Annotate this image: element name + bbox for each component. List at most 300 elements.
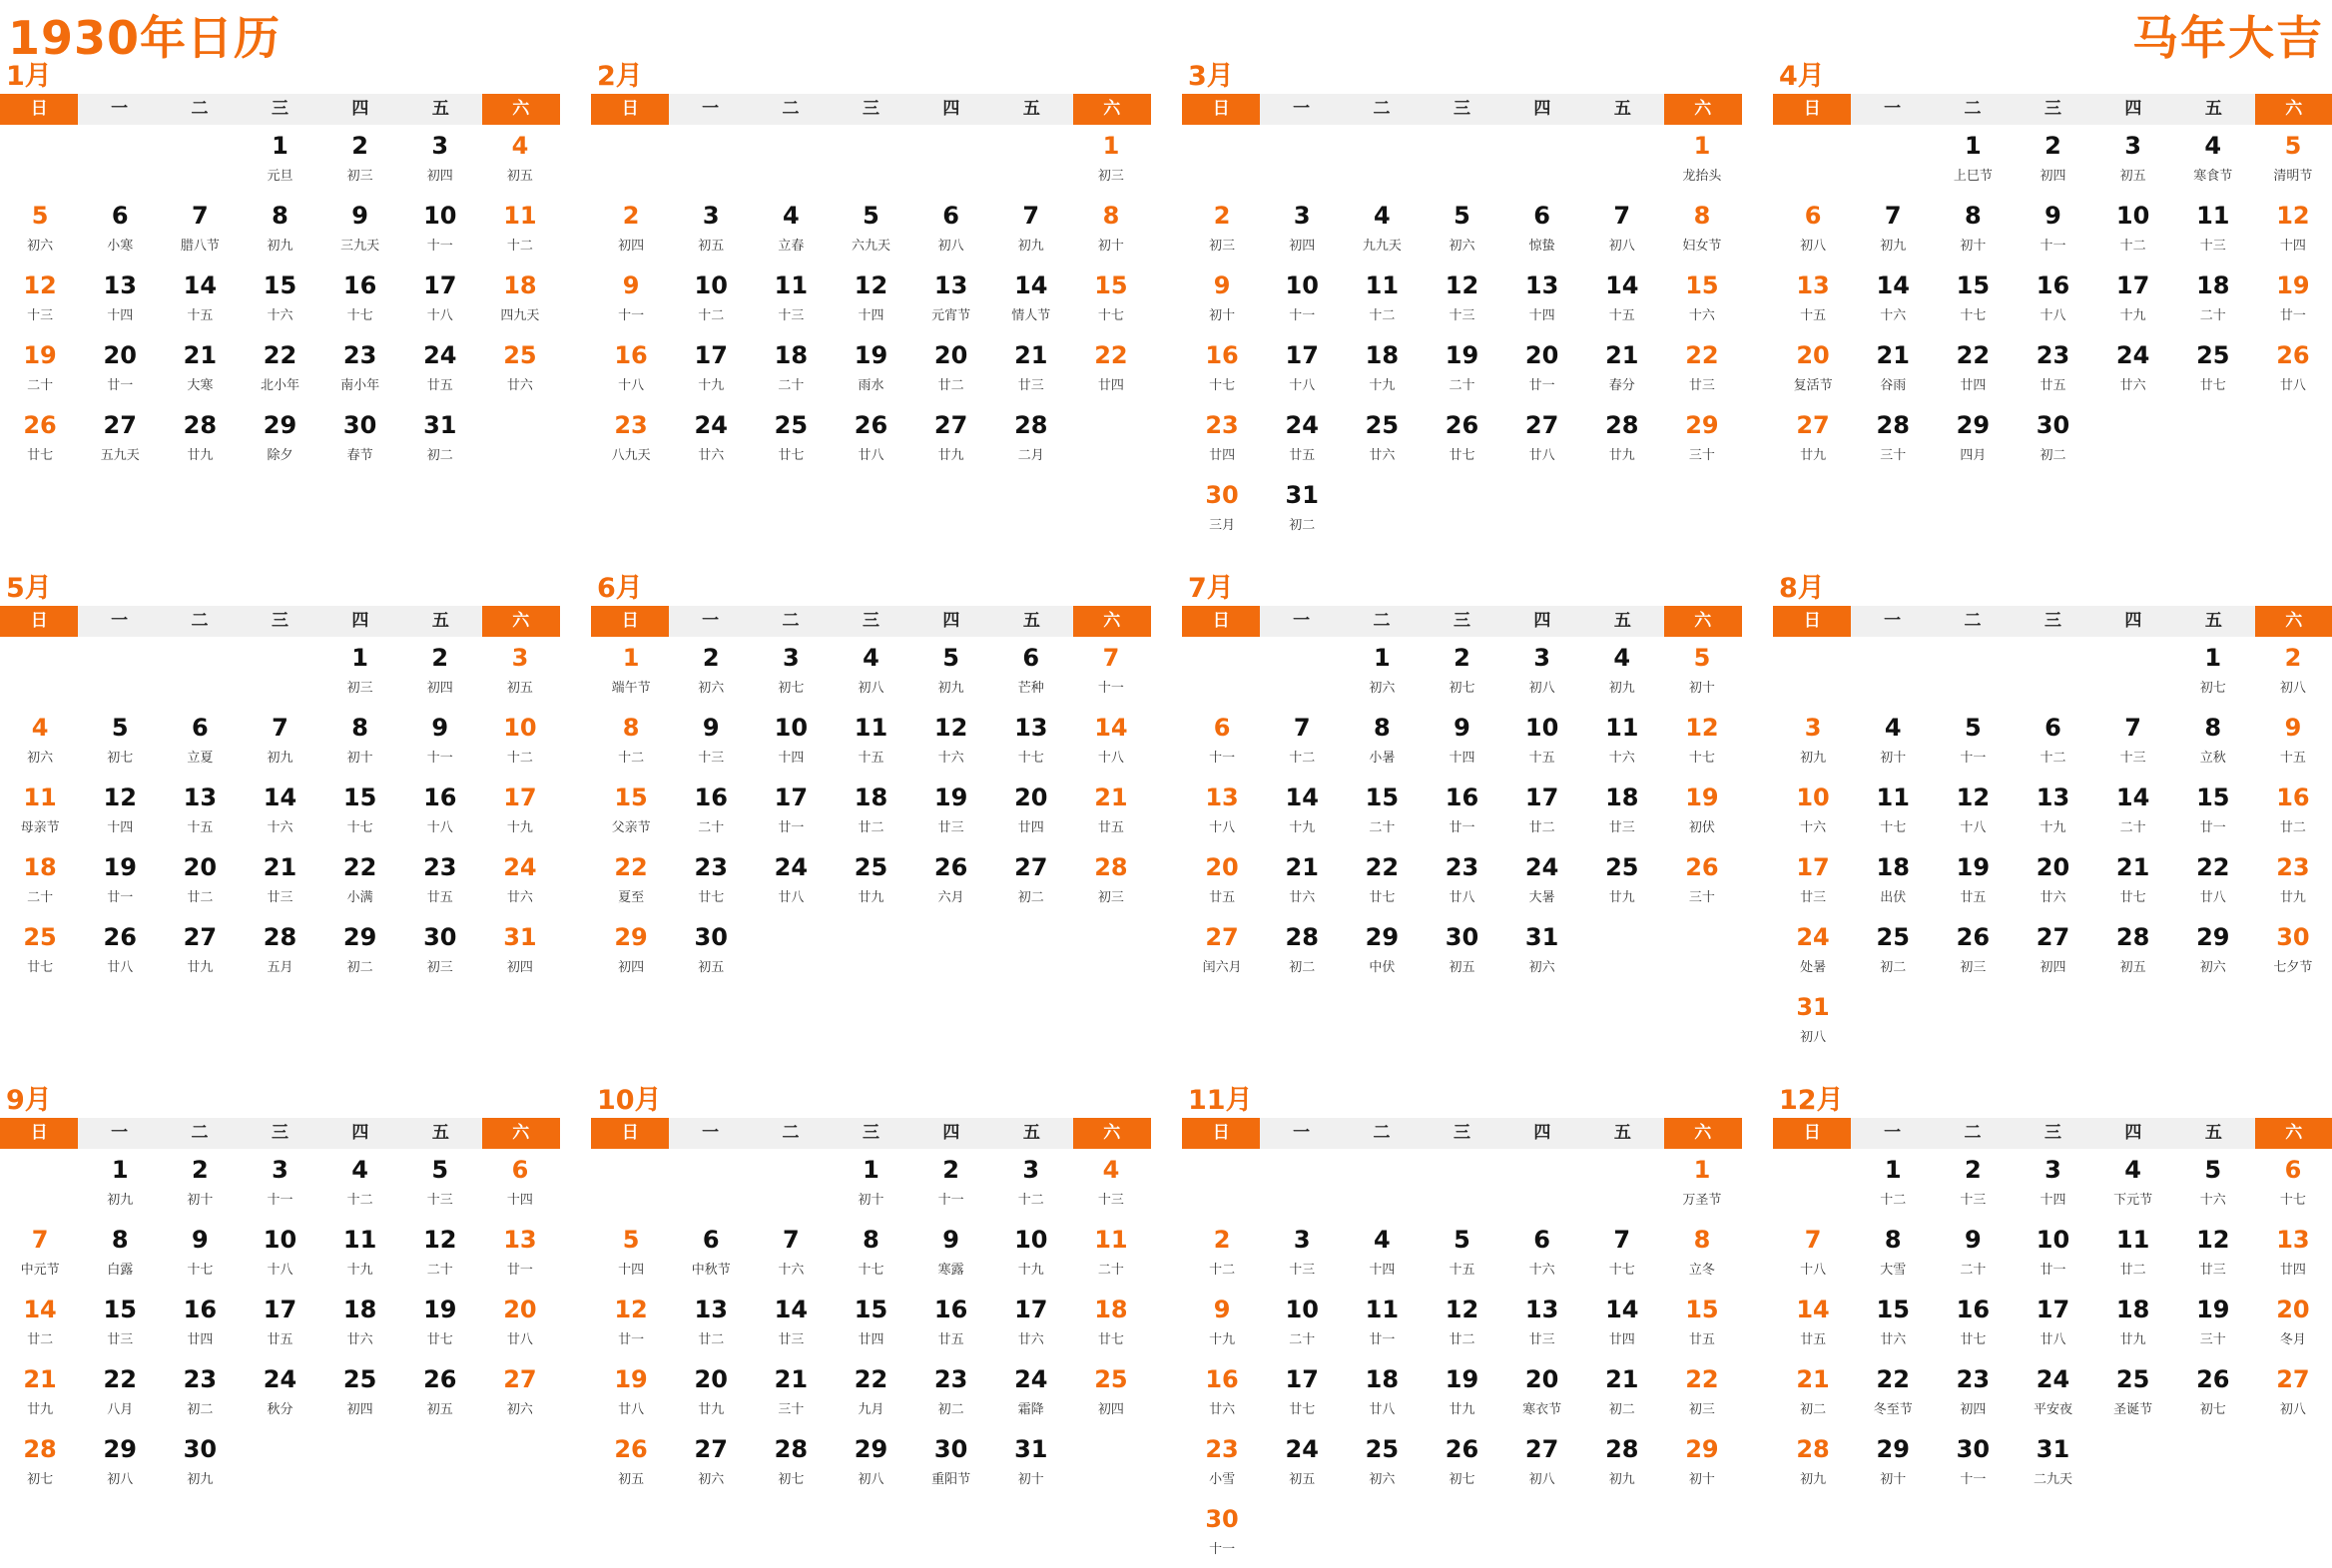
- day-cell[interactable]: [1262, 334, 1342, 404]
- day-cell[interactable]: [1502, 707, 1582, 777]
- day-cell[interactable]: [1853, 1219, 1933, 1289]
- day-cell[interactable]: [480, 1149, 560, 1219]
- day-cell[interactable]: [831, 334, 910, 404]
- day-cell[interactable]: [831, 846, 910, 916]
- day-cell[interactable]: [1662, 1289, 1742, 1358]
- day-cell[interactable]: [480, 916, 560, 986]
- day-cell[interactable]: [1071, 195, 1151, 264]
- day-cell[interactable]: [1933, 1289, 2013, 1358]
- day-cell[interactable]: [80, 707, 160, 777]
- day-cell[interactable]: [1853, 846, 1933, 916]
- day-cell[interactable]: [1773, 846, 1853, 916]
- day-cell[interactable]: [2013, 916, 2092, 986]
- day-cell[interactable]: [1422, 1428, 1501, 1498]
- day-cell[interactable]: [1182, 846, 1262, 916]
- day-cell[interactable]: [2253, 846, 2332, 916]
- day-cell[interactable]: [1853, 264, 1933, 334]
- day-cell[interactable]: [2173, 1149, 2253, 1219]
- day-cell[interactable]: [480, 334, 560, 404]
- day-cell[interactable]: [2253, 1149, 2332, 1219]
- day-cell[interactable]: [1342, 334, 1422, 404]
- day-cell[interactable]: [1662, 637, 1742, 707]
- day-cell[interactable]: [751, 264, 831, 334]
- day-cell[interactable]: [160, 1219, 240, 1289]
- day-cell[interactable]: [1502, 1289, 1582, 1358]
- day-cell[interactable]: [160, 404, 240, 474]
- day-cell[interactable]: [2013, 264, 2092, 334]
- day-cell[interactable]: [2173, 777, 2253, 846]
- day-cell[interactable]: [80, 1358, 160, 1428]
- day-cell[interactable]: [1662, 334, 1742, 404]
- day-cell[interactable]: [991, 1289, 1071, 1358]
- day-cell[interactable]: [591, 1428, 671, 1498]
- day-cell[interactable]: [2253, 1219, 2332, 1289]
- day-cell[interactable]: [911, 1219, 991, 1289]
- day-cell[interactable]: [160, 195, 240, 264]
- day-cell[interactable]: [320, 916, 400, 986]
- day-cell[interactable]: [80, 334, 160, 404]
- day-cell[interactable]: [1342, 1289, 1422, 1358]
- day-cell[interactable]: [2093, 1358, 2173, 1428]
- day-cell[interactable]: [1582, 1289, 1662, 1358]
- day-cell[interactable]: [671, 1289, 751, 1358]
- day-cell[interactable]: [400, 777, 480, 846]
- day-cell[interactable]: [400, 195, 480, 264]
- day-cell[interactable]: [671, 916, 751, 986]
- day-cell[interactable]: [400, 1289, 480, 1358]
- day-cell[interactable]: [320, 404, 400, 474]
- day-cell[interactable]: [1582, 777, 1662, 846]
- day-cell[interactable]: [2173, 1358, 2253, 1428]
- day-cell[interactable]: [160, 334, 240, 404]
- day-cell[interactable]: [320, 1149, 400, 1219]
- day-cell[interactable]: [480, 1219, 560, 1289]
- day-cell[interactable]: [1933, 195, 2013, 264]
- day-cell[interactable]: [991, 1428, 1071, 1498]
- day-cell[interactable]: [911, 1289, 991, 1358]
- day-cell[interactable]: [911, 264, 991, 334]
- day-cell[interactable]: [0, 846, 80, 916]
- day-cell[interactable]: [831, 1149, 910, 1219]
- day-cell[interactable]: [1262, 777, 1342, 846]
- day-cell[interactable]: [2253, 125, 2332, 195]
- day-cell[interactable]: [1422, 1358, 1501, 1428]
- day-cell[interactable]: [1662, 707, 1742, 777]
- day-cell[interactable]: [1582, 264, 1662, 334]
- day-cell[interactable]: [320, 334, 400, 404]
- day-cell[interactable]: [480, 195, 560, 264]
- day-cell[interactable]: [2253, 707, 2332, 777]
- day-cell[interactable]: [2173, 334, 2253, 404]
- day-cell[interactable]: [240, 1289, 319, 1358]
- day-cell[interactable]: [751, 777, 831, 846]
- day-cell[interactable]: [480, 707, 560, 777]
- day-cell[interactable]: [1853, 916, 1933, 986]
- day-cell[interactable]: [1342, 264, 1422, 334]
- day-cell[interactable]: [1933, 125, 2013, 195]
- day-cell[interactable]: [1933, 1358, 2013, 1428]
- day-cell[interactable]: [1262, 195, 1342, 264]
- day-cell[interactable]: [1853, 1289, 1933, 1358]
- day-cell[interactable]: [1342, 777, 1422, 846]
- day-cell[interactable]: [2173, 707, 2253, 777]
- day-cell[interactable]: [591, 916, 671, 986]
- day-cell[interactable]: [1182, 474, 1262, 544]
- day-cell[interactable]: [2253, 264, 2332, 334]
- day-cell[interactable]: [831, 1358, 910, 1428]
- day-cell[interactable]: [591, 1219, 671, 1289]
- day-cell[interactable]: [671, 264, 751, 334]
- day-cell[interactable]: [1662, 1149, 1742, 1219]
- day-cell[interactable]: [911, 637, 991, 707]
- day-cell[interactable]: [1933, 846, 2013, 916]
- day-cell[interactable]: [400, 1219, 480, 1289]
- day-cell[interactable]: [1182, 264, 1262, 334]
- day-cell[interactable]: [1773, 707, 1853, 777]
- day-cell[interactable]: [2093, 707, 2173, 777]
- day-cell[interactable]: [80, 1149, 160, 1219]
- day-cell[interactable]: [0, 404, 80, 474]
- day-cell[interactable]: [991, 264, 1071, 334]
- day-cell[interactable]: [240, 1219, 319, 1289]
- day-cell[interactable]: [1853, 404, 1933, 474]
- day-cell[interactable]: [80, 1428, 160, 1498]
- day-cell[interactable]: [1182, 1498, 1262, 1568]
- day-cell[interactable]: [1071, 1358, 1151, 1428]
- day-cell[interactable]: [240, 707, 319, 777]
- day-cell[interactable]: [1422, 264, 1501, 334]
- day-cell[interactable]: [991, 1149, 1071, 1219]
- day-cell[interactable]: [160, 1428, 240, 1498]
- day-cell[interactable]: [1342, 637, 1422, 707]
- day-cell[interactable]: [1502, 195, 1582, 264]
- day-cell[interactable]: [240, 195, 319, 264]
- day-cell[interactable]: [2013, 707, 2092, 777]
- day-cell[interactable]: [160, 1358, 240, 1428]
- day-cell[interactable]: [80, 1289, 160, 1358]
- day-cell[interactable]: [2093, 777, 2173, 846]
- day-cell[interactable]: [1662, 264, 1742, 334]
- day-cell[interactable]: [1182, 1219, 1262, 1289]
- day-cell[interactable]: [2013, 1358, 2092, 1428]
- day-cell[interactable]: [2253, 334, 2332, 404]
- day-cell[interactable]: [400, 334, 480, 404]
- day-cell[interactable]: [1262, 1289, 1342, 1358]
- day-cell[interactable]: [1342, 195, 1422, 264]
- day-cell[interactable]: [80, 1219, 160, 1289]
- day-cell[interactable]: [1262, 1428, 1342, 1498]
- day-cell[interactable]: [2173, 1219, 2253, 1289]
- day-cell[interactable]: [1182, 1289, 1262, 1358]
- day-cell[interactable]: [1853, 707, 1933, 777]
- day-cell[interactable]: [1773, 916, 1853, 986]
- day-cell[interactable]: [751, 1428, 831, 1498]
- day-cell[interactable]: [1773, 1289, 1853, 1358]
- day-cell[interactable]: [1773, 1219, 1853, 1289]
- day-cell[interactable]: [320, 707, 400, 777]
- day-cell[interactable]: [1182, 334, 1262, 404]
- day-cell[interactable]: [911, 1149, 991, 1219]
- day-cell[interactable]: [591, 334, 671, 404]
- day-cell[interactable]: [400, 1358, 480, 1428]
- day-cell[interactable]: [480, 846, 560, 916]
- day-cell[interactable]: [751, 637, 831, 707]
- day-cell[interactable]: [0, 334, 80, 404]
- day-cell[interactable]: [1582, 707, 1662, 777]
- day-cell[interactable]: [1502, 264, 1582, 334]
- day-cell[interactable]: [2253, 1358, 2332, 1428]
- day-cell[interactable]: [911, 777, 991, 846]
- day-cell[interactable]: [320, 777, 400, 846]
- day-cell[interactable]: [1071, 777, 1151, 846]
- day-cell[interactable]: [1582, 846, 1662, 916]
- day-cell[interactable]: [240, 777, 319, 846]
- day-cell[interactable]: [0, 264, 80, 334]
- day-cell[interactable]: [1662, 846, 1742, 916]
- day-cell[interactable]: [591, 1289, 671, 1358]
- day-cell[interactable]: [1853, 1358, 1933, 1428]
- day-cell[interactable]: [1422, 916, 1501, 986]
- day-cell[interactable]: [671, 777, 751, 846]
- day-cell[interactable]: [240, 334, 319, 404]
- day-cell[interactable]: [1502, 777, 1582, 846]
- day-cell[interactable]: [2013, 1219, 2092, 1289]
- day-cell[interactable]: [480, 1289, 560, 1358]
- day-cell[interactable]: [1502, 404, 1582, 474]
- day-cell[interactable]: [991, 195, 1071, 264]
- day-cell[interactable]: [0, 916, 80, 986]
- day-cell[interactable]: [831, 1428, 910, 1498]
- day-cell[interactable]: [751, 707, 831, 777]
- day-cell[interactable]: [1582, 334, 1662, 404]
- day-cell[interactable]: [1342, 916, 1422, 986]
- day-cell[interactable]: [0, 777, 80, 846]
- day-cell[interactable]: [751, 1289, 831, 1358]
- day-cell[interactable]: [2173, 125, 2253, 195]
- day-cell[interactable]: [0, 1219, 80, 1289]
- day-cell[interactable]: [2013, 777, 2092, 846]
- day-cell[interactable]: [591, 846, 671, 916]
- day-cell[interactable]: [80, 846, 160, 916]
- day-cell[interactable]: [1182, 404, 1262, 474]
- day-cell[interactable]: [240, 1149, 319, 1219]
- day-cell[interactable]: [991, 637, 1071, 707]
- day-cell[interactable]: [1502, 1358, 1582, 1428]
- day-cell[interactable]: [2093, 1219, 2173, 1289]
- day-cell[interactable]: [1071, 637, 1151, 707]
- day-cell[interactable]: [2093, 846, 2173, 916]
- day-cell[interactable]: [400, 916, 480, 986]
- day-cell[interactable]: [1662, 777, 1742, 846]
- day-cell[interactable]: [591, 195, 671, 264]
- day-cell[interactable]: [1853, 1149, 1933, 1219]
- day-cell[interactable]: [991, 404, 1071, 474]
- day-cell[interactable]: [0, 1428, 80, 1498]
- day-cell[interactable]: [991, 1219, 1071, 1289]
- day-cell[interactable]: [1182, 777, 1262, 846]
- day-cell[interactable]: [0, 1289, 80, 1358]
- day-cell[interactable]: [1262, 264, 1342, 334]
- day-cell[interactable]: [1342, 1358, 1422, 1428]
- day-cell[interactable]: [911, 1358, 991, 1428]
- day-cell[interactable]: [1071, 707, 1151, 777]
- day-cell[interactable]: [160, 1289, 240, 1358]
- day-cell[interactable]: [1853, 195, 1933, 264]
- day-cell[interactable]: [1182, 707, 1262, 777]
- day-cell[interactable]: [80, 777, 160, 846]
- day-cell[interactable]: [400, 846, 480, 916]
- day-cell[interactable]: [1933, 404, 2013, 474]
- day-cell[interactable]: [831, 264, 910, 334]
- day-cell[interactable]: [1262, 474, 1342, 544]
- day-cell[interactable]: [160, 1149, 240, 1219]
- day-cell[interactable]: [991, 846, 1071, 916]
- day-cell[interactable]: [911, 1428, 991, 1498]
- day-cell[interactable]: [831, 404, 910, 474]
- day-cell[interactable]: [1502, 637, 1582, 707]
- day-cell[interactable]: [1071, 1219, 1151, 1289]
- day-cell[interactable]: [0, 1358, 80, 1428]
- day-cell[interactable]: [400, 1149, 480, 1219]
- day-cell[interactable]: [480, 777, 560, 846]
- day-cell[interactable]: [591, 637, 671, 707]
- day-cell[interactable]: [1342, 707, 1422, 777]
- day-cell[interactable]: [671, 334, 751, 404]
- day-cell[interactable]: [1933, 777, 2013, 846]
- day-cell[interactable]: [80, 264, 160, 334]
- day-cell[interactable]: [320, 1219, 400, 1289]
- day-cell[interactable]: [1933, 334, 2013, 404]
- day-cell[interactable]: [80, 916, 160, 986]
- day-cell[interactable]: [1182, 1428, 1262, 1498]
- day-cell[interactable]: [1071, 846, 1151, 916]
- day-cell[interactable]: [80, 404, 160, 474]
- day-cell[interactable]: [911, 334, 991, 404]
- day-cell[interactable]: [1262, 707, 1342, 777]
- day-cell[interactable]: [1182, 1358, 1262, 1428]
- day-cell[interactable]: [1262, 404, 1342, 474]
- day-cell[interactable]: [1502, 1428, 1582, 1498]
- day-cell[interactable]: [1071, 1289, 1151, 1358]
- day-cell[interactable]: [1773, 1358, 1853, 1428]
- day-cell[interactable]: [240, 264, 319, 334]
- day-cell[interactable]: [1933, 264, 2013, 334]
- day-cell[interactable]: [1422, 777, 1501, 846]
- day-cell[interactable]: [751, 1358, 831, 1428]
- day-cell[interactable]: [320, 195, 400, 264]
- day-cell[interactable]: [160, 916, 240, 986]
- day-cell[interactable]: [1182, 195, 1262, 264]
- day-cell[interactable]: [1262, 916, 1342, 986]
- day-cell[interactable]: [1071, 125, 1151, 195]
- day-cell[interactable]: [2173, 1289, 2253, 1358]
- day-cell[interactable]: [591, 264, 671, 334]
- day-cell[interactable]: [1422, 195, 1501, 264]
- day-cell[interactable]: [320, 637, 400, 707]
- day-cell[interactable]: [1422, 404, 1501, 474]
- day-cell[interactable]: [400, 404, 480, 474]
- day-cell[interactable]: [911, 846, 991, 916]
- day-cell[interactable]: [480, 125, 560, 195]
- day-cell[interactable]: [1582, 404, 1662, 474]
- day-cell[interactable]: [751, 846, 831, 916]
- day-cell[interactable]: [2013, 334, 2092, 404]
- day-cell[interactable]: [160, 777, 240, 846]
- day-cell[interactable]: [2013, 1428, 2092, 1498]
- day-cell[interactable]: [320, 846, 400, 916]
- day-cell[interactable]: [671, 637, 751, 707]
- day-cell[interactable]: [320, 125, 400, 195]
- day-cell[interactable]: [2093, 1149, 2173, 1219]
- day-cell[interactable]: [671, 404, 751, 474]
- day-cell[interactable]: [911, 404, 991, 474]
- day-cell[interactable]: [2253, 195, 2332, 264]
- day-cell[interactable]: [1502, 846, 1582, 916]
- day-cell[interactable]: [1502, 916, 1582, 986]
- day-cell[interactable]: [2013, 846, 2092, 916]
- day-cell[interactable]: [240, 1358, 319, 1428]
- day-cell[interactable]: [1262, 846, 1342, 916]
- day-cell[interactable]: [1342, 1219, 1422, 1289]
- day-cell[interactable]: [240, 404, 319, 474]
- day-cell[interactable]: [160, 707, 240, 777]
- day-cell[interactable]: [2093, 334, 2173, 404]
- day-cell[interactable]: [2093, 195, 2173, 264]
- day-cell[interactable]: [1853, 777, 1933, 846]
- day-cell[interactable]: [591, 1358, 671, 1428]
- day-cell[interactable]: [400, 264, 480, 334]
- day-cell[interactable]: [1071, 264, 1151, 334]
- day-cell[interactable]: [1502, 1219, 1582, 1289]
- day-cell[interactable]: [400, 707, 480, 777]
- day-cell[interactable]: [1422, 846, 1501, 916]
- day-cell[interactable]: [831, 777, 910, 846]
- day-cell[interactable]: [991, 777, 1071, 846]
- day-cell[interactable]: [1773, 1428, 1853, 1498]
- day-cell[interactable]: [240, 846, 319, 916]
- day-cell[interactable]: [831, 1289, 910, 1358]
- day-cell[interactable]: [320, 1358, 400, 1428]
- day-cell[interactable]: [480, 264, 560, 334]
- day-cell[interactable]: [2253, 777, 2332, 846]
- day-cell[interactable]: [671, 707, 751, 777]
- day-cell[interactable]: [1422, 1219, 1501, 1289]
- day-cell[interactable]: [671, 1219, 751, 1289]
- day-cell[interactable]: [160, 846, 240, 916]
- day-cell[interactable]: [320, 1289, 400, 1358]
- day-cell[interactable]: [1342, 404, 1422, 474]
- day-cell[interactable]: [1502, 334, 1582, 404]
- day-cell[interactable]: [751, 404, 831, 474]
- day-cell[interactable]: [671, 846, 751, 916]
- day-cell[interactable]: [2013, 1289, 2092, 1358]
- day-cell[interactable]: [2173, 195, 2253, 264]
- day-cell[interactable]: [591, 404, 671, 474]
- day-cell[interactable]: [2253, 637, 2332, 707]
- day-cell[interactable]: [2173, 846, 2253, 916]
- day-cell[interactable]: [991, 334, 1071, 404]
- day-cell[interactable]: [2173, 916, 2253, 986]
- day-cell[interactable]: [831, 637, 910, 707]
- day-cell[interactable]: [591, 777, 671, 846]
- day-cell[interactable]: [240, 125, 319, 195]
- day-cell[interactable]: [2013, 125, 2092, 195]
- day-cell[interactable]: [1933, 1219, 2013, 1289]
- day-cell[interactable]: [1773, 986, 1853, 1056]
- day-cell[interactable]: [1071, 1149, 1151, 1219]
- day-cell[interactable]: [1662, 1219, 1742, 1289]
- day-cell[interactable]: [320, 264, 400, 334]
